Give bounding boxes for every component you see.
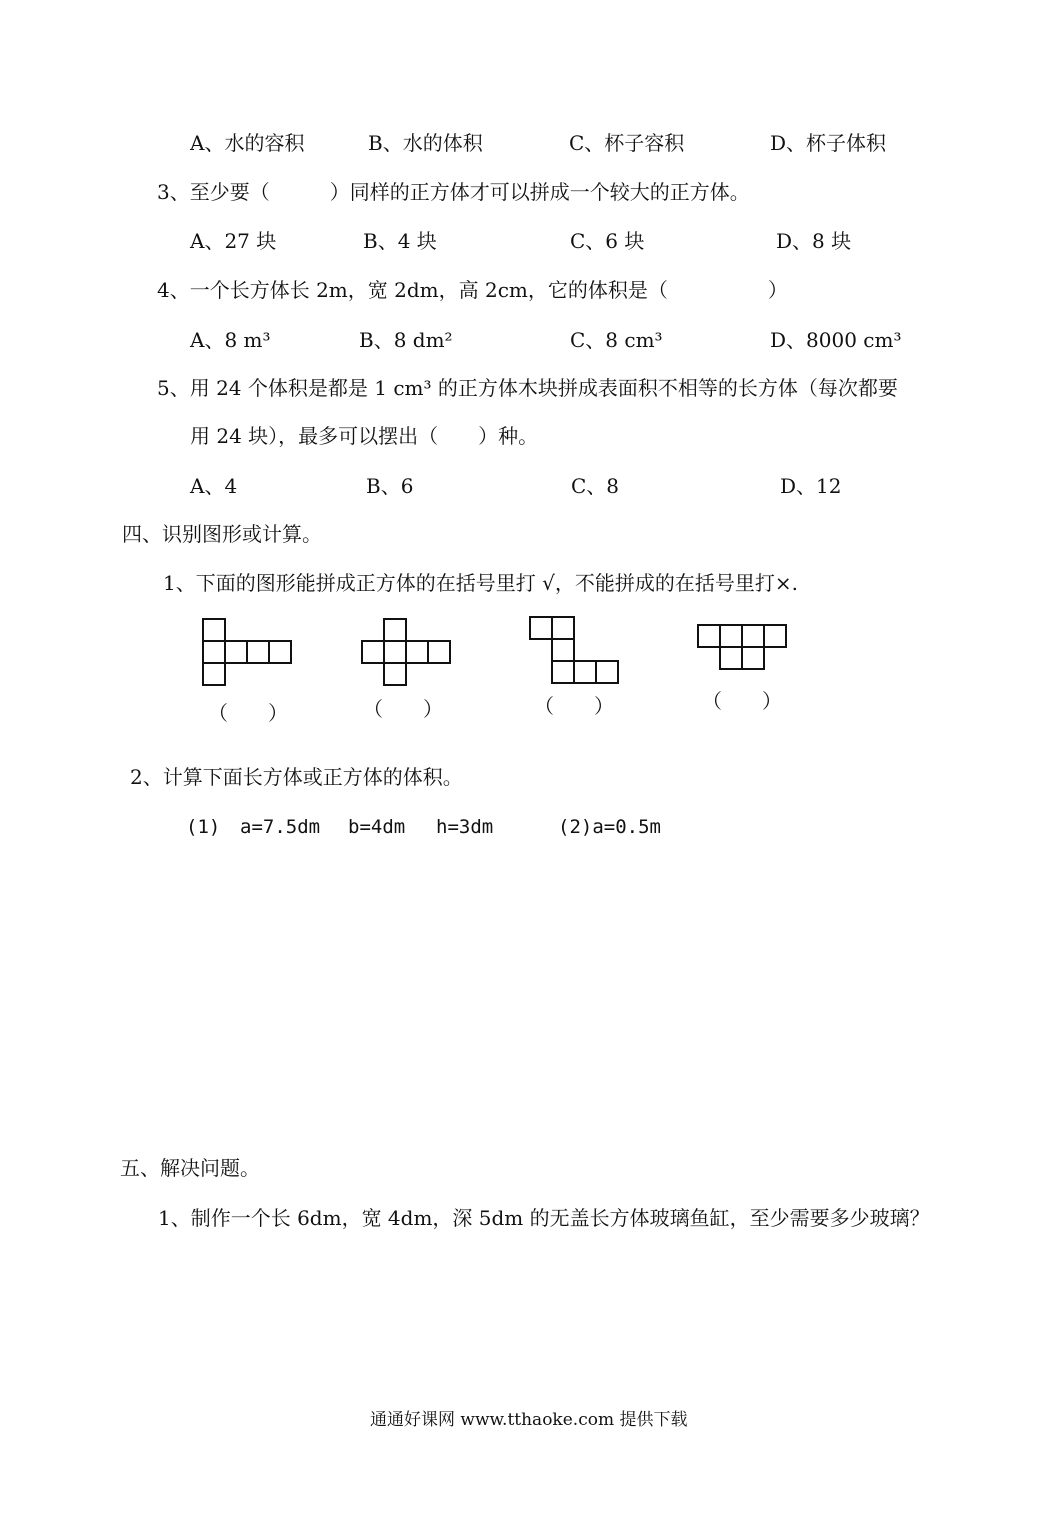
q4-option-b: B、8 dm² (359, 328, 453, 352)
q3-option-a: A、27 块 (190, 229, 277, 253)
q2-option-a: A、水的容积 (190, 131, 305, 155)
answer-bracket-4[interactable]: （ ） (702, 689, 782, 713)
answer-bracket-2[interactable]: （ ） (363, 697, 443, 721)
q3-text: 3、至少要（ ）同样的正方体才可以拼成一个较大的正方体。 (157, 180, 750, 204)
q3-option-c: C、6 块 (570, 229, 645, 253)
q2-option-d: D、杯子体积 (770, 131, 887, 155)
section5-item1: 1、制作一个长 6dm，宽 4dm，深 5dm 的无盖长方体玻璃鱼缸，至少需要多少玻璃？ (158, 1206, 930, 1230)
value-b: b=4dm (348, 816, 406, 838)
q2-option-b: B、水的体积 (368, 131, 483, 155)
q4-text: 4、一个长方体长 2m，宽 2dm，高 2cm，它的体积是（ ） (157, 278, 788, 302)
value-h: h=3dm (436, 816, 494, 838)
value-a: a=7.5dm (240, 816, 321, 838)
q4-option-c: C、8 cm³ (570, 328, 663, 352)
q3-option-b: B、4 块 (363, 229, 437, 253)
q4-option-a: A、8 m³ (190, 328, 271, 352)
section4-item2: 2、计算下面长方体或正方体的体积。 (130, 765, 463, 789)
q4-option-d: D、8000 cm³ (770, 328, 902, 352)
q2-option-c: C、杯子容积 (569, 131, 685, 155)
page-footer: 通通好课网 www.tthaoke.com 提供下载 (370, 1410, 688, 1430)
q5-option-b: B、6 (366, 474, 414, 498)
q5-line1: 5、用 24 个体积是都是 1 cm³ 的正方体木块拼成表面积不相等的长方体（每次都要 (157, 376, 898, 400)
cube-net-figure-2 (359, 616, 455, 688)
cube-net-figure-4 (695, 622, 791, 672)
answer-bracket-3[interactable]: （ ） (534, 694, 614, 718)
cube-net-figure-1 (200, 616, 296, 688)
q5-option-a: A、4 (190, 474, 238, 498)
q5-option-d: D、12 (780, 474, 842, 498)
q5-line2: 用 24 块），最多可以摆出（ ）种。 (190, 424, 539, 448)
section4-heading: 四、识别图形或计算。 (122, 522, 322, 546)
section5-heading: 五、解决问题。 (120, 1156, 260, 1180)
section4-item1: 1、下面的图形能拼成正方体的在括号里打 √，不能拼成的在括号里打×. (163, 571, 798, 595)
cube-net-figure-3 (527, 614, 623, 686)
value-cube-a: (2)a=0.5m (558, 816, 661, 838)
q5-option-c: C、8 (571, 474, 620, 498)
answer-bracket-1[interactable]: （ ） (208, 701, 288, 725)
value-label-1: (1) (186, 816, 221, 838)
q3-option-d: D、8 块 (776, 229, 852, 253)
